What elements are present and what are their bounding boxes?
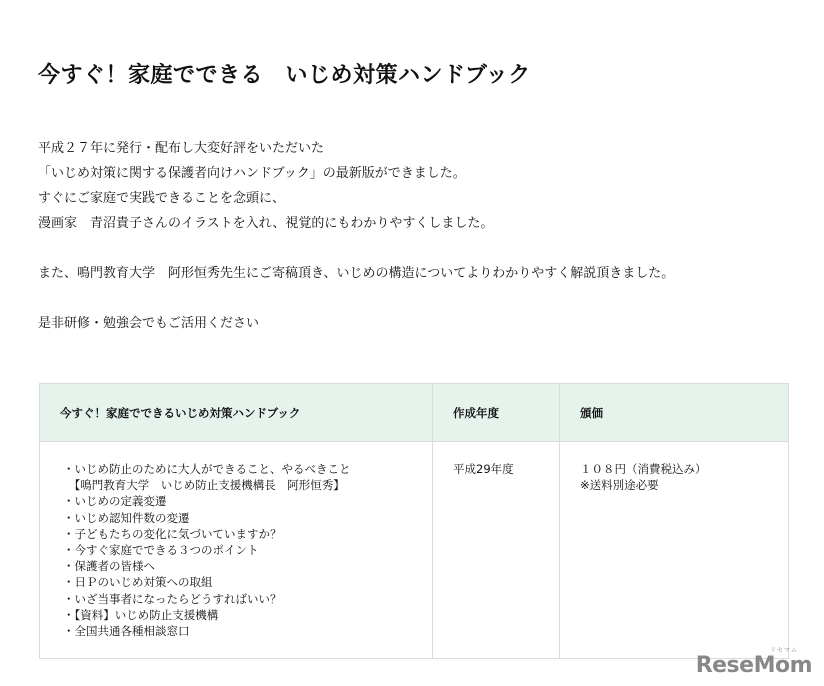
list-item: ・今すぐ家庭でできる３つのポイント bbox=[63, 543, 259, 558]
list-item: ・日Ｐのいじめ対策への取組 bbox=[63, 575, 213, 590]
list-item: ・いじめの定義変遷 bbox=[63, 494, 167, 509]
product-table bbox=[39, 383, 789, 659]
list-item: ・いじめ防止のために大人ができること、やるべきこと bbox=[63, 462, 351, 476]
intro-line: すぐにご家庭で実践できることを念頭に、 bbox=[38, 191, 286, 206]
logo-text: ReseMom bbox=[695, 653, 812, 678]
list-item: ・いじめ認知件数の変遷 bbox=[63, 510, 190, 525]
intro-line: 漫画家 青沼貴子さんのイラストを入れ、視覚的にもわかりやすくしました。 bbox=[38, 216, 494, 231]
table-row bbox=[40, 442, 789, 659]
list-item: ・保護者の皆様へ bbox=[63, 559, 155, 574]
contents-list bbox=[41, 461, 431, 639]
resemom-logo bbox=[695, 647, 812, 678]
price-value: １０８円（消費税込み） bbox=[580, 462, 707, 476]
table-header-row bbox=[40, 384, 789, 442]
page-title: 今すぐ！家庭でできる いじめ対策ハンドブック bbox=[38, 63, 531, 88]
list-item: ・【資料】いじめ防止支援機構 bbox=[63, 607, 219, 622]
intro-text bbox=[38, 136, 798, 336]
list-item: ・いざ当事者になったらどうすればいい？ bbox=[63, 591, 282, 606]
header-product-name: 今すぐ！家庭でできるいじめ対策ハンドブック bbox=[40, 384, 433, 442]
list-item: ・全国共通各種相談窓口 bbox=[63, 624, 190, 639]
contents-cell bbox=[40, 442, 433, 659]
list-item: ・子どもたちの変化に気づいていますか？ bbox=[63, 526, 282, 541]
intro-paragraph-3: 是非研修・勉強会でもご活用ください bbox=[38, 316, 260, 331]
header-year: 作成年度 bbox=[433, 384, 560, 442]
intro-line: 「いじめ対策に関する保護者向けハンドブック」の最新版ができました。 bbox=[38, 166, 466, 181]
header-price: 頒価 bbox=[560, 384, 789, 442]
shipping-note: ※送料別途必要 bbox=[580, 478, 659, 493]
year-cell: 平成29年度 bbox=[433, 442, 560, 659]
intro-line: 平成２７年に発行・配布し大変好評をいただいた bbox=[38, 141, 325, 156]
price-cell bbox=[560, 442, 789, 659]
intro-paragraph-2: また、鳴門教育大学 阿形恒秀先生にご寄稿頂き、いじめの構造についてよりわかりやすく解説頂きました。 bbox=[38, 266, 675, 281]
logo-ruby: リセマム bbox=[770, 647, 798, 654]
list-item: 【鳴門教育大学 いじめ防止支援機構長 阿形恒秀】 bbox=[63, 478, 345, 493]
